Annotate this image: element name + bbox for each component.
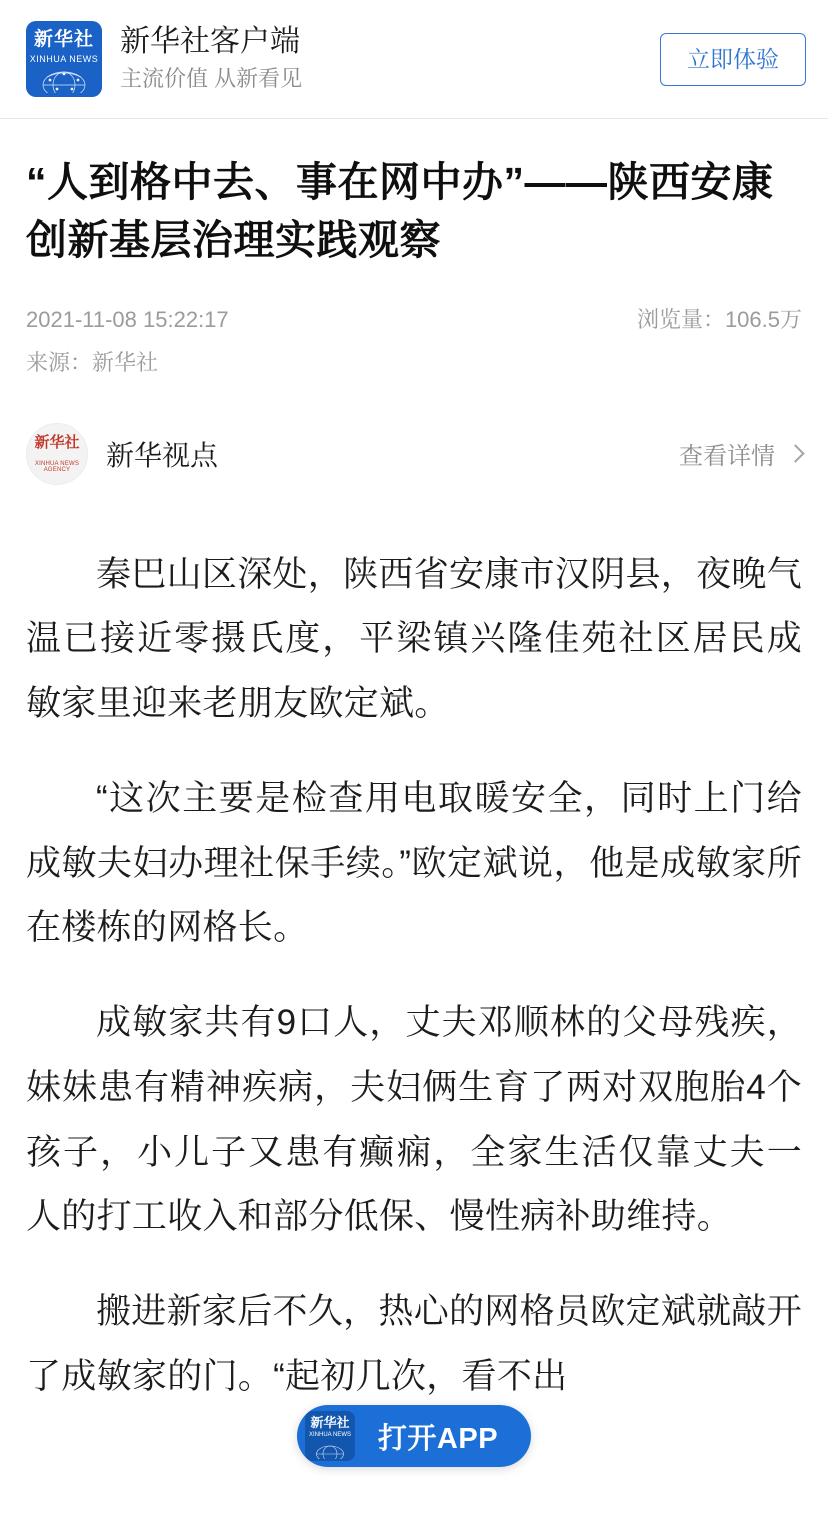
logo-sub-text: XINHUA NEWS [29,54,99,64]
article-paragraphs [26,543,802,1410]
app-header [0,0,828,118]
xinhua-logo-icon [26,21,102,97]
mini-logo-sub-text: XINHUA NEWS [308,1432,351,1438]
try-now-button[interactable]: 立即体验 [660,33,806,86]
avatar-main-text: 新华社 [34,434,80,451]
mini-logo-main-text: 新华社 [310,1415,350,1430]
globe-graphic-icon [41,67,87,93]
open-app-button[interactable] [297,1405,531,1467]
app-title: 新华社客户端 [120,24,300,58]
page-title: “人到格中去、事在网中办”——陕西安康创新基层治理实践观察 [26,159,774,264]
paragraph: 搬进新家后不久，热心的网格员欧定斌就敲开了成敏家的门。“起初几次，看不出 [26,1292,803,1396]
publisher-row[interactable] [26,423,802,485]
xinhua-mini-logo-icon [305,1411,355,1461]
app-title-group [120,23,302,95]
article-body [0,153,828,1410]
avatar [26,423,88,485]
avatar-sub-text: XINHUA NEWS AGENCY [34,460,80,473]
open-app-label: 打开APP [377,1422,499,1455]
paragraph: 成敏家共有9口人，丈夫邓顺林的父母残疾，妹妹患有精神疾病，夫妇俩生育了两对双胞胎4个孩子，小儿子又患有癫痫，全家生活仅靠丈夫一人的打工收入和部分低保、慢性病补助维持。 [26,1003,802,1237]
publish-timestamp: 2021-11-08 15:22:17 [26,307,229,333]
paragraph: “这次主要是检查用电取暖安全，同时上门给成敏夫妇办理社保手续。”欧定斌说，他是成敏家所在楼栋的网格长。 [26,778,802,948]
view-detail-label: 查看详情 [679,443,775,471]
paragraph: 秦巴山区深处，陕西省安康市汉阴县，夜晚气温已接近零摄氏度，平梁镇兴隆佳苑社区居民成敏家里迎来老朋友欧定斌。 [26,554,803,724]
view-count: 浏览量：106.5万 [636,307,802,333]
mini-globe-graphic-icon [315,1442,345,1459]
view-detail-link[interactable] [679,436,802,471]
header-divider [0,118,828,119]
chevron-right-icon [786,444,804,462]
app-subtitle: 主流价值 从新看见 [120,66,303,92]
article-source: 来源：新华社 [26,349,159,375]
logo-main-text: 新华社 [33,29,94,50]
publisher-name: 新华视点 [106,439,219,471]
article-meta [26,303,802,376]
